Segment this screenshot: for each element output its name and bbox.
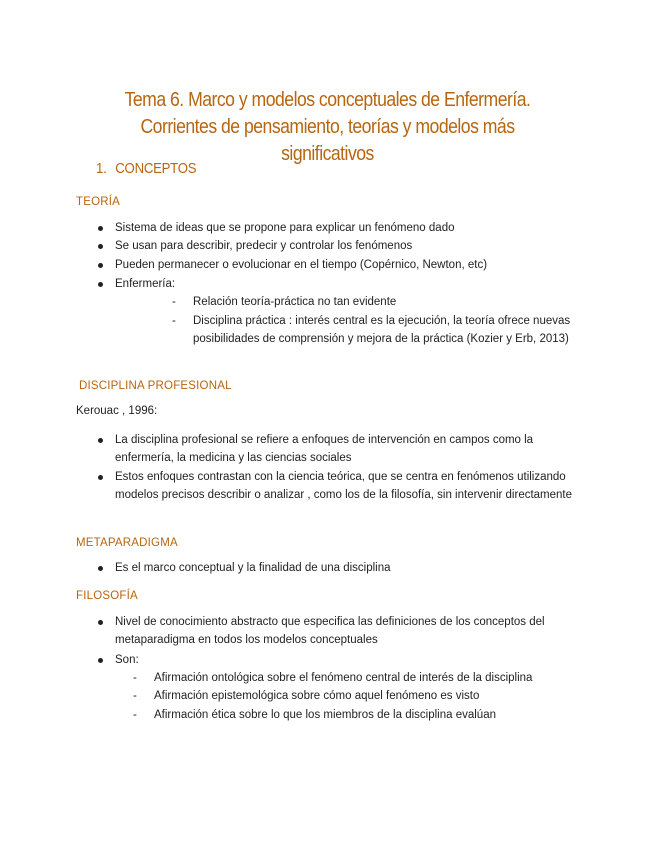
list-item: Estos enfoques contrastan con la ciencia teórica, que se centra en fenómenos utilizando modelos precisos describir o analizar , como los de la filosofía, sin intervenir directamente — [115, 468, 583, 504]
dash-mark: - — [133, 672, 137, 684]
dash-mark: - — [133, 709, 137, 721]
section-label: CONCEPTOS — [115, 160, 197, 177]
bullet-icon — [98, 658, 103, 663]
heading-disciplina: DISCIPLINA PROFESIONAL — [79, 380, 232, 392]
list-item: Sistema de ideas que se propone para explicar un fenómeno dado — [115, 219, 595, 237]
section-heading — [96, 160, 196, 177]
list-item: Nivel de conocimiento abstracto que especifica las definiciones de los conceptos del metaparadigma en todos los modelos conceptuales — [115, 613, 575, 649]
bullet-icon — [98, 282, 103, 287]
list-item: Es el marco conceptual y la finalidad de una disciplina — [115, 559, 595, 577]
dash-mark: - — [133, 690, 137, 702]
sub-list-item: - Afirmación ética sobre lo que los miembros de la disciplina evalúan — [154, 706, 594, 724]
bullet-icon — [98, 620, 103, 625]
list-item: Son: — [115, 651, 575, 669]
document-title: Tema 6. Marco y modelos conceptuales de Enfermería. Corrientes de pensamiento, teorías y modelos más significativos — [124, 88, 531, 165]
heading-filosofia: FILOSOFÍA — [76, 590, 138, 602]
list-item: Se usan para describir, predecir y controlar los fenómenos — [115, 237, 595, 255]
bullet-icon — [98, 566, 103, 571]
list-item: Pueden permanecer o evolucionar en el tiempo (Copérnico, Newton, etc) — [115, 256, 595, 274]
sub-list-item: - Afirmación ontológica sobre el fenómeno central de interés de la disciplina — [154, 669, 594, 687]
bullet-icon — [98, 475, 103, 480]
bullet-icon — [98, 438, 103, 443]
list-item: La disciplina profesional se refiere a enfoques de intervención en campos como la enfermería, la medicina y las ciencias sociales — [115, 431, 585, 467]
sub-list-item: - Afirmación epistemológica sobre cómo aquel fenómeno es visto — [154, 687, 594, 705]
bullet-icon — [98, 244, 103, 249]
section-number: 1. — [96, 160, 107, 177]
heading-metaparadigma: METAPARADIGMA — [76, 537, 178, 549]
bullet-icon — [98, 226, 103, 231]
dash-mark: - — [172, 315, 176, 327]
sub-list-item: - Disciplina práctica : interés central es la ejecución, la teoría ofrece nuevas posibilidades de comprensión y mejora de la práctica (Kozier y Erb, 2013) — [193, 312, 575, 348]
list-item: Enfermería: — [115, 275, 595, 293]
sub-list-item: - Relación teoría-práctica no tan evidente — [193, 293, 583, 311]
citation: Kerouac , 1996: — [76, 405, 158, 417]
bullet-icon — [98, 263, 103, 268]
dash-mark: - — [172, 296, 176, 308]
heading-teoria: TEORÍA — [76, 196, 121, 208]
